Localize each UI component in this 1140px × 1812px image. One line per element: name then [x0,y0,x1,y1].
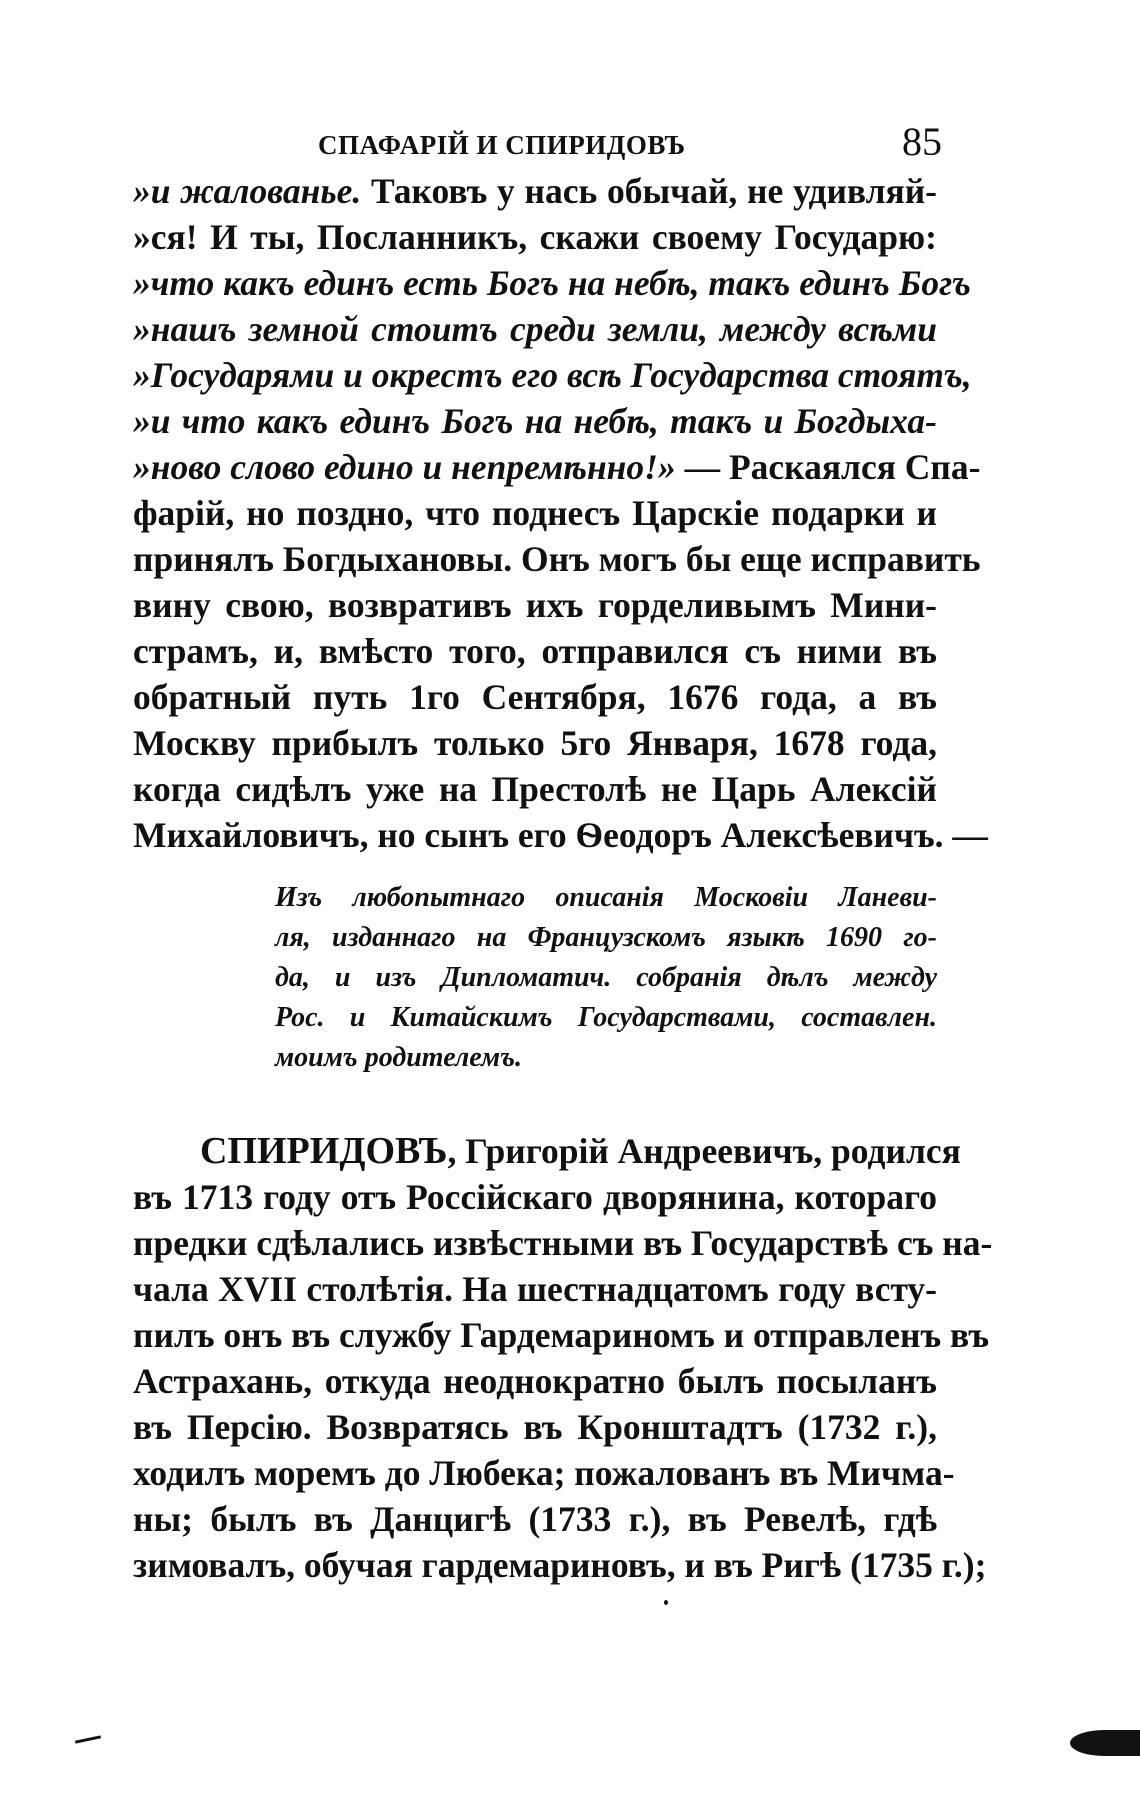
source-note-line: Изъ любопытнаго описанія Московіи Ланеви- [275,882,937,913]
entry-name: СПИРИДОВЪ [200,1130,448,1172]
text-line [133,260,971,306]
quoted-text: »нашъ земной стоитъ среди земли, между всѣми [133,309,937,349]
body-text: фарій, но поздно, что поднесъ Царскіе подарки и [133,493,937,533]
text-line [133,398,937,444]
body-text: когда сидѣлъ уже на Престолѣ не Царь Алексій [133,769,937,809]
running-head: СПАФАРІЙ И СПИРИДОВЪ [318,130,686,160]
body-text: Михайловичъ, но сынъ его Ѳеодоръ Алексѣевичъ. — [133,815,988,855]
scan-speck [664,1600,668,1605]
text-line: зимовалъ, обучая гардемариновъ, и въ Ригѣ (1735 г.); [133,1545,987,1585]
page-header [0,118,1140,168]
body-text: вину свою, возвративъ ихъ горделивымъ Мини- [133,585,937,625]
body-text: Таковъ у нась обычай, не удивляй- [361,171,938,211]
text-line: въ 1713 году отъ Россійскаго дворянина, котораго [133,1177,937,1217]
body-text: страмъ, и, вмѣсто того, отправился съ ними въ [133,631,937,671]
body-text: — Раскаялся Спа- [675,447,981,487]
body-text: , Григорій Андреевичъ, родился [447,1131,961,1171]
text-line [133,812,988,858]
text-line [200,1128,961,1174]
source-note-line: Рос. и Китайскимъ Государствами, составлен. [275,1002,937,1033]
body-text: принялъ Богдыхановы. Онъ могъ бы еще исправить [133,539,981,579]
source-note-line: да, и изъ Дипломатич. собранія дѣлъ между [275,962,937,993]
text-line: предки сдѣлались извѣстными въ Государствѣ съ на- [133,1223,993,1263]
source-note-line: моимъ родителемъ. [275,1042,522,1073]
text-line [133,582,937,628]
text-line [133,536,981,582]
text-line [133,214,937,260]
text-line [133,444,981,490]
source-note-line: ля, изданнаго на Французскомъ языкѣ 1690 го- [275,922,937,953]
text-line [133,674,937,720]
scan-speck [75,1735,101,1743]
scan-blot [1070,1730,1140,1756]
text-line [133,352,972,398]
body-text: Москву прибылъ только 5го Января, 1678 года, [133,723,937,763]
quoted-text: »ново слово едино и непремѣнно!» [133,447,676,487]
text-line: Астрахань, откуда неоднократно былъ посыланъ [133,1361,937,1401]
text-line [133,490,937,536]
body-text: »ся! И ты, Посланникъ, скажи своему Государю: [133,217,937,257]
quoted-text: »и жалованье. [133,171,362,211]
quoted-text: »и что какъ единъ Богъ на небѣ, такъ и Богдыха- [133,401,937,441]
text-line [133,306,937,352]
page-number: 85 [902,119,942,164]
text-line [133,168,937,214]
text-line: ны; былъ въ Данцигѣ (1733 г.), въ Ревелѣ, гдѣ [133,1499,937,1539]
body-text: обратный путь 1го Сентября, 1676 года, а въ [133,677,937,717]
text-line: въ Персію. Возвратясь въ Кронштадтъ (1732 г.), [133,1407,937,1447]
text-line [133,720,937,766]
quoted-text: »что какъ единъ есть Богъ на небѣ, такъ единъ Богъ [133,263,971,303]
text-line: пилъ онъ въ службу Гардемариномъ и отправленъ въ [133,1315,990,1355]
text-line [133,628,937,674]
text-line: чала XVII столѣтія. На шестнадцатомъ году всту- [133,1269,937,1309]
text-line: ходилъ моремъ до Любека; пожалованъ въ Мичма- [133,1453,955,1493]
quoted-text: »Государями и окрестъ его всѣ Государства стоятъ, [133,355,972,395]
text-line [133,766,937,812]
